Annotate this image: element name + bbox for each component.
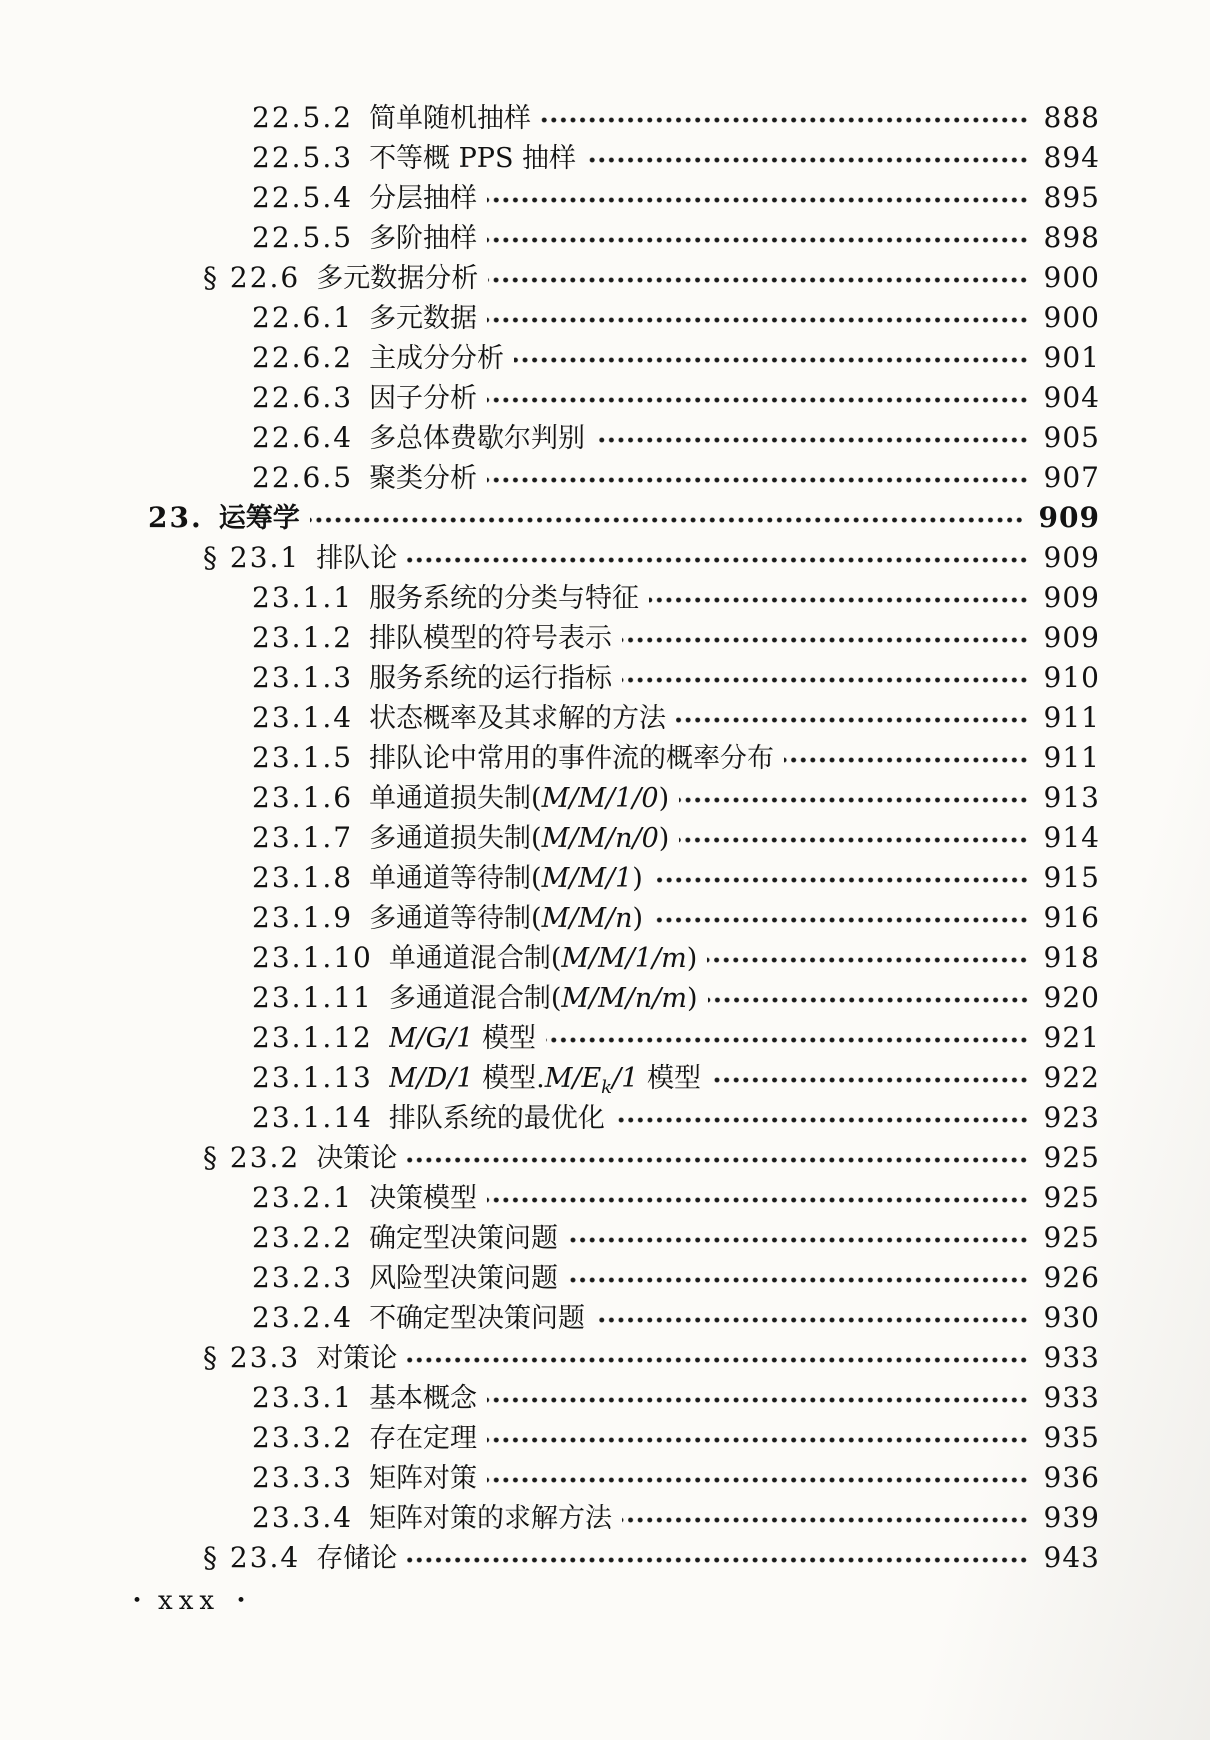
toc-entry-page: 921	[1043, 1021, 1100, 1054]
toc-entry-page: 895	[1043, 181, 1100, 214]
title-segment: M/M/n	[541, 903, 633, 934]
title-segment: 多通道损失制(	[369, 823, 542, 854]
toc-entry-title	[369, 379, 477, 419]
toc-entry-number: 22.6.3	[252, 381, 354, 414]
page-footer	[132, 1586, 246, 1616]
toc-entry	[0, 258, 1210, 298]
toc-entry	[0, 1018, 1210, 1058]
toc-entry-title	[316, 1339, 397, 1379]
toc-entry-title	[369, 299, 477, 339]
toc-entry-number: 23.2.4	[252, 1301, 354, 1334]
toc-entry-page: 925	[1043, 1181, 1100, 1214]
toc-entry	[0, 1178, 1210, 1218]
toc-entry	[0, 618, 1210, 658]
title-segment: 主成分分析	[369, 343, 505, 374]
toc-entry-number: 22.5.4	[252, 181, 354, 214]
dot-leader	[649, 596, 1029, 604]
toc-entry-page: 915	[1043, 861, 1100, 894]
toc-entry	[0, 698, 1210, 738]
toc-entry-page: 905	[1043, 421, 1100, 454]
toc-entry-page: 939	[1043, 1501, 1100, 1534]
title-segment: 排队论	[316, 543, 398, 574]
title-segment: 多元数据分析	[316, 263, 479, 294]
toc-entry-title	[316, 259, 478, 299]
toc-entry-page: 901	[1043, 341, 1100, 374]
toc-entry-number: 22.5.5	[252, 221, 354, 254]
toc-entry-page: 900	[1043, 301, 1100, 334]
toc-entry-page: 926	[1043, 1261, 1100, 1294]
toc-entry-title	[389, 1099, 605, 1139]
title-segment: 多通道等待制(	[369, 903, 542, 934]
toc-entry	[0, 1138, 1210, 1178]
title-segment: )	[658, 823, 670, 854]
toc-entry-number: 23.1.6	[252, 781, 354, 814]
toc-entry-number: § 22.6	[203, 261, 301, 294]
title-segment: M/G/1	[388, 1023, 474, 1054]
toc-entry-page: 916	[1043, 901, 1100, 934]
toc-entry	[0, 458, 1210, 498]
dot-leader	[310, 516, 1025, 524]
dot-leader	[568, 1276, 1029, 1284]
title-segment: 状态概率及其求解的方法	[369, 703, 667, 734]
title-segment: 基本概念	[369, 1383, 478, 1414]
dot-leader	[711, 1076, 1030, 1084]
title-segment: M/M/n/0	[541, 823, 659, 854]
toc-entry-page: 909	[1038, 501, 1100, 534]
toc-entry	[0, 1498, 1210, 1538]
toc-entry	[0, 658, 1210, 698]
toc-entry-number: 22.5.3	[252, 141, 354, 174]
title-segment: 单通道损失制(	[369, 783, 542, 814]
dot-leader	[653, 916, 1030, 924]
toc-entry-number: 23.2.3	[252, 1261, 354, 1294]
toc-entry-title	[369, 1259, 558, 1299]
toc-entry-number: 23.1.9	[252, 901, 354, 934]
toc-entry-title	[369, 619, 612, 659]
toc-entry	[0, 178, 1210, 218]
toc-entry	[0, 778, 1210, 818]
toc-entry	[0, 418, 1210, 458]
dot-leader	[707, 956, 1029, 964]
toc-entry-title	[369, 1459, 477, 1499]
title-segment: 简单随机抽样	[369, 103, 532, 134]
dot-leader	[487, 316, 1029, 324]
title-segment: 多元数据	[369, 303, 478, 334]
dot-leader	[784, 756, 1029, 764]
toc-entry-page: 894	[1043, 141, 1100, 174]
toc-entry-page: 933	[1043, 1341, 1100, 1374]
toc-entry	[0, 898, 1210, 938]
toc-entry	[0, 538, 1210, 578]
title-segment: 单通道等待制(	[369, 863, 542, 894]
dot-leader	[679, 836, 1029, 844]
toc-entry-title	[316, 1539, 397, 1579]
dot-leader	[676, 716, 1029, 724]
toc-entry-page: 925	[1043, 1141, 1100, 1174]
toc-entry-page: 907	[1043, 461, 1100, 494]
footer-right-dot: •	[236, 1591, 247, 1611]
toc-entry-title	[369, 859, 643, 899]
toc-entry-title	[369, 339, 504, 379]
toc-entry-title	[369, 899, 643, 939]
toc-entry-title	[369, 1179, 477, 1219]
toc-entry-number: 23.1.11	[252, 981, 373, 1014]
title-segment: 对策论	[316, 1343, 398, 1374]
toc-entry-page: 936	[1043, 1461, 1100, 1494]
toc-entry-title	[369, 419, 585, 459]
toc-entry-number: 22.5.2	[252, 101, 354, 134]
dot-leader	[407, 556, 1029, 564]
toc-entry-page: 910	[1043, 661, 1100, 694]
toc-entry-number: 23.3.1	[252, 1381, 354, 1414]
dot-leader	[487, 1476, 1029, 1484]
title-segment: M/D/1	[388, 1063, 474, 1094]
dot-leader	[595, 1316, 1029, 1324]
toc-entry	[0, 498, 1210, 538]
title-segment: )	[687, 983, 698, 1014]
title-segment: 存在定理	[369, 1423, 478, 1454]
title-segment: 分层抽样	[369, 183, 478, 214]
toc-entry-page: 930	[1043, 1301, 1100, 1334]
title-segment: 单通道混合制(	[388, 943, 562, 974]
toc-entry-page: 920	[1043, 981, 1100, 1014]
toc-entry	[0, 138, 1210, 178]
toc-entry-page: 911	[1043, 741, 1100, 774]
title-segment: /1	[612, 1063, 639, 1094]
dot-leader	[595, 436, 1029, 444]
toc-entry-title	[219, 499, 300, 539]
toc-entry-title	[316, 1139, 397, 1179]
toc-entry-number: 23.1.14	[252, 1101, 373, 1134]
toc-entry	[0, 218, 1210, 258]
toc-entry-page: 909	[1043, 581, 1100, 614]
title-segment: )	[686, 943, 698, 974]
title-segment: 运筹学	[218, 503, 300, 534]
title-segment: 排队论中常用的事件流的概率分布	[369, 743, 775, 774]
toc-entry-page: 911	[1043, 701, 1100, 734]
title-segment: 模型.	[473, 1063, 545, 1094]
toc-entry	[0, 818, 1210, 858]
title-segment: )	[632, 863, 643, 894]
toc-entry-title	[369, 1219, 558, 1259]
dot-leader	[488, 276, 1029, 284]
dot-leader	[487, 236, 1029, 244]
toc-entry	[0, 378, 1210, 418]
toc-entry-number: 22.6.5	[252, 461, 354, 494]
dot-leader	[568, 1236, 1029, 1244]
title-segment: 聚类分析	[369, 463, 478, 494]
toc-entry-number: 22.6.4	[252, 421, 354, 454]
toc-entry-page: 935	[1043, 1421, 1100, 1454]
dot-leader	[615, 1116, 1030, 1124]
dot-leader	[487, 476, 1029, 484]
dot-leader	[546, 1036, 1029, 1044]
footer-left-dot: •	[132, 1591, 143, 1611]
dot-leader	[708, 996, 1030, 1004]
title-segment: )	[632, 903, 644, 934]
toc-entry	[0, 1378, 1210, 1418]
toc-entry-title	[369, 219, 477, 259]
toc-entry-title	[369, 139, 576, 179]
toc-entry-number: 22.6.2	[252, 341, 354, 374]
toc-entry	[0, 1538, 1210, 1578]
toc-entry-number: § 23.3	[203, 1341, 301, 1374]
title-segment: 服务系统的分类与特征	[369, 583, 640, 614]
toc-entry-number: 23.3.4	[252, 1501, 354, 1534]
toc-entry-title	[369, 659, 612, 699]
title-segment: 模型	[638, 1063, 701, 1094]
dot-leader	[586, 156, 1029, 164]
toc-entry-page: 925	[1043, 1221, 1100, 1254]
toc-entry-page: 914	[1043, 821, 1100, 854]
title-segment: 决策模型	[369, 1183, 478, 1214]
toc-entry-number: 23.3.2	[252, 1421, 354, 1454]
title-segment: M/M/1/m	[561, 943, 687, 974]
toc-entry	[0, 338, 1210, 378]
toc-entry-page: 918	[1043, 941, 1100, 974]
toc-entry-page: 922	[1043, 1061, 1100, 1094]
dot-leader	[679, 796, 1029, 804]
title-segment: M/E	[544, 1063, 602, 1094]
toc-entry-number: § 23.2	[203, 1141, 301, 1174]
dot-leader	[487, 196, 1029, 204]
toc-entry-title	[369, 1299, 585, 1339]
dot-leader	[487, 1396, 1029, 1404]
toc-entry-number: 23.2.2	[252, 1221, 354, 1254]
toc-entry-title	[369, 699, 666, 739]
toc-entry-number: 23.1.10	[252, 941, 373, 974]
toc-entry-number: 23.1.3	[252, 661, 354, 694]
toc-entry-page: 888	[1043, 101, 1100, 134]
toc-entry-page: 933	[1043, 1381, 1100, 1414]
toc-entry-title	[389, 1019, 536, 1059]
title-segment: 矩阵对策	[369, 1463, 478, 1494]
title-segment: 因子分析	[369, 383, 478, 414]
toc-entry-page: 909	[1043, 541, 1100, 574]
title-segment: 模型	[473, 1023, 537, 1054]
toc-entry-title	[369, 579, 639, 619]
toc-entry	[0, 98, 1210, 138]
toc-entry-number: 23.1.1	[252, 581, 354, 614]
title-segment: 确定型决策问题	[369, 1223, 559, 1254]
dot-leader	[622, 636, 1029, 644]
title-segment: 不确定型决策问题	[369, 1303, 586, 1334]
dot-leader	[622, 676, 1029, 684]
toc-entry-number: 23.1.2	[252, 621, 354, 654]
toc-entry-title	[369, 1379, 477, 1419]
toc-entry-number: 23.2.1	[252, 1181, 354, 1214]
toc-entry	[0, 1338, 1210, 1378]
toc-entry	[0, 1218, 1210, 1258]
toc-entry	[0, 1418, 1210, 1458]
toc-entry-title	[389, 979, 698, 1019]
toc-entry-number: 23.1.5	[252, 741, 354, 774]
title-segment: 矩阵对策的求解方法	[369, 1503, 613, 1534]
title-segment: M/M/n/m	[561, 983, 687, 1014]
toc-entry	[0, 938, 1210, 978]
dot-leader	[407, 1356, 1029, 1364]
title-segment: 不等概 PPS 抽样	[369, 143, 577, 174]
dot-leader	[541, 116, 1029, 124]
toc-entry	[0, 578, 1210, 618]
toc-entry-page: 900	[1043, 261, 1100, 294]
toc-entry-number: 23.1.4	[252, 701, 354, 734]
toc-entry-page: 898	[1043, 221, 1100, 254]
title-segment: k	[601, 1077, 613, 1098]
toc-entry-title	[369, 1419, 477, 1459]
title-segment: 决策论	[316, 1143, 398, 1174]
toc-entry-number: § 23.1	[203, 541, 301, 574]
toc-entry-title	[369, 179, 477, 219]
toc-entry-number: § 23.4	[203, 1541, 301, 1574]
title-segment: 存储论	[316, 1543, 398, 1574]
title-segment: 排队系统的最优化	[388, 1103, 605, 1134]
title-segment: 多阶抽样	[369, 223, 478, 254]
toc-entry-page: 904	[1043, 381, 1100, 414]
toc-entry-title	[369, 739, 774, 779]
toc-entry-number: 23.3.3	[252, 1461, 354, 1494]
dot-leader	[407, 1156, 1029, 1164]
dot-leader	[487, 1436, 1029, 1444]
toc-list	[0, 98, 1210, 1578]
toc-entry-title	[369, 459, 477, 499]
toc-entry	[0, 738, 1210, 778]
title-segment: 排队模型的符号表示	[369, 623, 613, 654]
toc-entry-number: 23.	[148, 501, 203, 534]
dot-leader	[487, 1196, 1029, 1204]
toc-entry	[0, 1058, 1210, 1098]
toc-entry	[0, 1258, 1210, 1298]
title-segment: M/M/1/0	[541, 783, 659, 814]
toc-entry-number: 23.1.7	[252, 821, 354, 854]
toc-entry-title	[369, 99, 531, 139]
title-segment: 风险型决策问题	[369, 1263, 559, 1294]
title-segment: M/M/1	[541, 863, 633, 894]
toc-entry-page: 943	[1043, 1541, 1100, 1574]
title-segment: 服务系统的运行指标	[369, 663, 613, 694]
toc-entry	[0, 978, 1210, 1018]
dot-leader	[514, 356, 1029, 364]
toc-entry-number: 23.1.8	[252, 861, 354, 894]
toc-entry-title	[316, 539, 397, 579]
toc-entry	[0, 858, 1210, 898]
title-segment: )	[658, 783, 670, 814]
toc-entry-number: 22.6.1	[252, 301, 354, 334]
dot-leader	[653, 876, 1030, 884]
title-segment: 多总体费歇尔判别	[369, 423, 586, 454]
toc-entry-page: 913	[1043, 781, 1100, 814]
toc-entry-title	[389, 939, 697, 979]
title-segment: 多通道混合制(	[388, 983, 562, 1014]
toc-entry	[0, 1458, 1210, 1498]
toc-entry-number: 23.1.13	[252, 1061, 373, 1094]
toc-entry-title	[369, 819, 669, 859]
toc-entry-title	[369, 1499, 612, 1539]
toc-entry-number: 23.1.12	[252, 1021, 373, 1054]
footer-page-label: xxx	[158, 1586, 221, 1616]
dot-leader	[622, 1516, 1029, 1524]
dot-leader	[487, 396, 1029, 404]
toc-entry	[0, 1298, 1210, 1338]
dot-leader	[407, 1556, 1029, 1564]
toc-entry-page: 909	[1043, 621, 1100, 654]
toc-entry-title	[369, 779, 669, 819]
toc-entry-page: 923	[1043, 1101, 1100, 1134]
toc-entry	[0, 298, 1210, 338]
